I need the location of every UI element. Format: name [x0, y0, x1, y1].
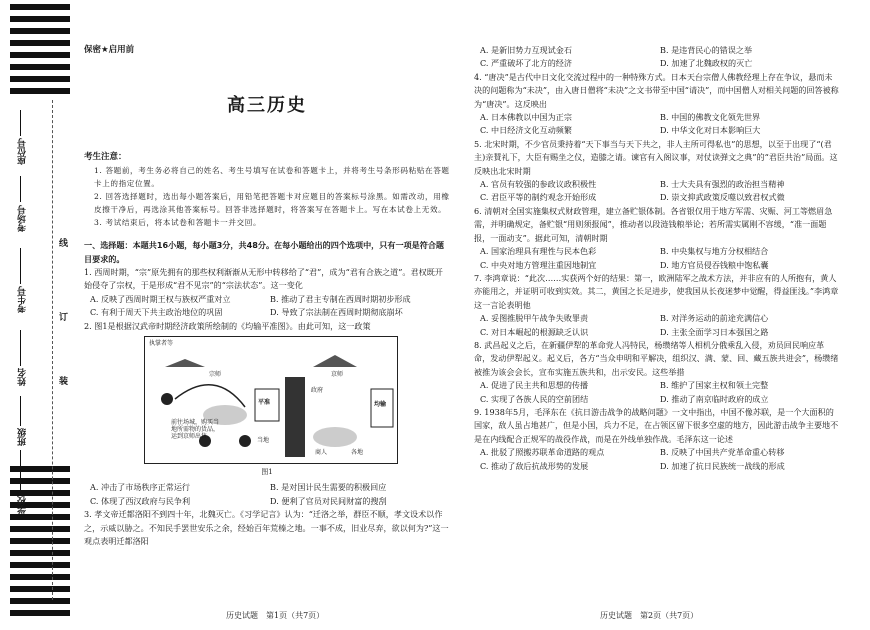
question-stem: 5. 北宋时期，不少官员秉持着“天下事当与天下共之，非人主所可得私也”的思想，以至于出现了“(君主)亲賛礼下，大臣有赐坐之仪，造膝之请。谏官有入阁议事，对仗读弹文之典”的“君臣共治”局面。这反映出北宋时期 [474, 138, 838, 176]
option-b: B. 是违背民心的错误之举 [660, 45, 753, 55]
secret-mark: 保密★启用前 [84, 45, 135, 55]
option-b: B. 是对国计民生需要的积极回应 [270, 482, 387, 493]
fill-line [20, 176, 21, 202]
option-b: B. 反映了中国共产党革命重心转移 [660, 447, 785, 458]
flow-arrow [175, 385, 245, 407]
option-d: D. 崇文抑武政策反噬以致君权式微 [660, 192, 785, 203]
question-3 [84, 508, 450, 548]
figure-label: 各地 [351, 449, 364, 457]
option-a: A. 是新旧势力互现试金石 [480, 45, 572, 55]
page-footer-left: 历史试题 第1页（共7页） [226, 611, 325, 620]
option-b: B. 推动了君主专制在西周时期初步形成 [270, 293, 411, 304]
binding-bar [10, 466, 70, 472]
option-c: C. 中日经济文化互动频繁 [480, 125, 572, 136]
option-c: C. 体现了西汉政府与民争利 [90, 495, 191, 506]
grain-pile-icon [313, 427, 357, 447]
binding-bar [10, 550, 70, 556]
question-3-options [474, 44, 840, 71]
fill-line [20, 450, 21, 494]
binding-bar [10, 538, 70, 544]
binding-bar [10, 514, 70, 520]
house-icon [313, 355, 357, 367]
option-d: D. 主张全面学习日本强国之路 [660, 326, 769, 337]
option-a: A. 国家治理具有理性与民本色彩 [480, 246, 597, 257]
figure-label: 均输 [374, 401, 387, 409]
cut-word-pack: 装 [57, 376, 67, 385]
binding-bar [10, 610, 70, 616]
page-footer-right: 历史试题 第2页（共7页） [600, 611, 699, 620]
binding-bar [10, 478, 70, 484]
question-6 [474, 205, 840, 272]
option-a: A. 官员有较强的参政议政积极性 [480, 179, 597, 190]
cut-line [52, 100, 53, 600]
question-8 [474, 339, 840, 406]
binding-bar [10, 526, 70, 532]
question-stem: 7. 李鸿章说：“此次……实获两个好的结果：第一，欧洲陆军之战术方法，并非应有的人所抱有，黄人亦能用之，并证明可收到实效。其二，黄国之长足进步，使我国从长夜迷梦中觉醒，得益匪浅。”李鸿章这一言论表明他 [474, 272, 839, 310]
question-stem: 9. 1938年5月，毛泽东在《抗日游击战争的战略问题》一文中指出，中国不像苏联，是一个大面积的国家，敌人虽占地甚广，但是小国，兵力不足，在占领区留下很多空虚的地方，因此游击战争主要地不是在内线配合正规军的战役作战，而是在外线单独作战。毛泽东这一论述 [474, 406, 839, 444]
left-column [84, 40, 450, 549]
house-icon [165, 359, 205, 367]
candidate-number-label: 考生号 [18, 286, 28, 313]
figure-drawing [145, 337, 397, 463]
binding-bar [10, 40, 70, 46]
option-c: C. 中央对地方管理注重因地制宜 [480, 259, 597, 270]
option-d: D. 导致了宗法制在西周时期彻底崩坏 [270, 307, 403, 318]
option-d: D. 中华文化对日本影响巨大 [660, 125, 761, 136]
binding-bar [10, 28, 70, 34]
question-7 [474, 272, 840, 339]
pingzhun-pillar [285, 377, 305, 457]
question-9 [474, 406, 840, 473]
fill-line [20, 110, 21, 136]
binding-bar [10, 64, 70, 70]
junshu-box [371, 389, 393, 427]
figure-label: 执掌者等 [149, 340, 174, 348]
person-icon [161, 393, 173, 405]
binding-bar [10, 598, 70, 604]
binding-bar [10, 16, 70, 22]
binding-bar [10, 562, 70, 568]
option-d: D. 推动了南京临时政府的成立 [660, 393, 769, 404]
binding-bar [10, 586, 70, 592]
notice-item: 2. 回答选择题时，选出每小题答案后，用铅笔把答题卡对应题目的答案标号涂黑。如需改动，用橡皮擦干净后，再选涂其他答案标号。回答非选择题时，将答案写在答题卡上。写在本试卷上无效。 [94, 192, 450, 215]
option-a: A. 反映了西周时期王权与族权严重对立 [90, 293, 231, 304]
name-label: 姓名 [18, 368, 28, 386]
option-b: B. 对洋务运动的前途充满信心 [660, 313, 769, 324]
question-1 [84, 266, 450, 320]
option-b: B. 维护了国家主权和领土完整 [660, 380, 769, 391]
figure-caption: 图1 [261, 468, 273, 477]
option-c: C. 对日本崛起的根源缺乏认识 [480, 326, 589, 337]
option-d: D. 便利了官员对民间财富的搜刮 [270, 495, 387, 506]
question-stem: 6. 清朝对全国实施集权式财政管理，建立备贮银体制。各省银仅用于地方军需、灾赈、河工等燃眉急需，并明确规定，备贮银“用则须报闻”，推动者以段涟钱粮举论；若所需实属刚不容缓，“准一面题报，一面动支”。据此可知，清朝时期 [474, 205, 833, 243]
question-stem: 2. 图1是根据汉武帝时期经济政策所绘制的《均输平准图》。由此可知，这一政策 [84, 320, 371, 331]
binding-bar [10, 52, 70, 58]
question-2 [84, 320, 450, 509]
option-c: C. 有利于周天下共主政治地位的巩固 [90, 307, 223, 318]
option-d: D. 加速了北魏政权的灭亡 [660, 58, 753, 69]
section-heading: 一、选择题：本题共16小题，每小题3分，共48分。在每小题给出的四个选项中，只有一项是符合题目要求的。 [84, 240, 445, 264]
exam-room-label: 考场号 [18, 205, 28, 232]
figure-label: 当地 [257, 437, 270, 445]
option-b: B. 中国的佛教文化领先世界 [660, 112, 761, 123]
class-label: 班级 [18, 428, 28, 446]
right-column [474, 44, 840, 473]
option-a: A. 日本佛教以中国为正宗 [480, 112, 572, 123]
option-c: C. 实现了各族人民的空前团结 [480, 393, 589, 404]
option-a: A. 冲击了市场秩序正常运行 [90, 482, 191, 493]
option-a: A. 妥图推脱甲午战争失败罪责 [480, 313, 589, 324]
question-stem: 3. 孝文帝迁都洛阳不到四十年，北魏灭亡。《习学记言》认为：“迁洛之举，群臣不顺，孝文设术以作之，示威以胁之。不知民手罢世安乐之余，经始百年荒榛之地。一事不成，旧业尽弃，欲以何为?”这一观点表明迁都洛阳 [84, 509, 449, 547]
notice-item: 3. 考试结束后，将本试卷和答题卡一并交回。 [94, 218, 262, 228]
notice-heading: 考生注意： [84, 151, 127, 162]
option-c: C. 严重破坏了北方的经济 [480, 58, 572, 69]
question-stem: 1. 西周时期，“宗”原先拥有的那些权利渐渐从无形中转移给了“君”，成为“君有合族之道”。君权既开始侵夺了宗权，于是形成“君不见宗”的“宗法状态”。这一变化 [84, 267, 443, 291]
option-d: D. 加速了抗日民族统一战线的形成 [660, 460, 785, 471]
figure-label: 京师 [331, 371, 344, 379]
figure-label: 政府 [311, 387, 324, 395]
option-c: C. 君臣平等的制约观念开始形成 [480, 192, 597, 203]
figure-label: 宗师 [209, 371, 222, 379]
option-d: D. 地方官员侵吞钱粮中饱私囊 [660, 259, 769, 270]
question-5 [474, 138, 840, 205]
seat-number-label: 座位号 [18, 138, 28, 165]
question-stem: 8. 武昌起义之后，在新疆伊犁的革命党人冯特民，杨缵绪等人相机分俄乘乱入侵，劝员回民响应革命，发动伊犁起义。起义后，各方“当众申明和平解决，组织汉、满、蒙、回、藏五族共进会”，杨缵绪被推为该会会长，宣布实施五族共和，出示安民。这些举措 [474, 339, 839, 377]
notice-item: 1. 答题前，考生务必将自己的姓名、考生号填写在试卷和答题卡上，并将考生号条形码粘贴在答题卡上的指定位置。 [94, 166, 450, 189]
page-title: 高三历史 [227, 95, 307, 117]
person-icon [239, 435, 251, 447]
figure-label: 商人 [315, 449, 328, 457]
figure-1 [144, 336, 398, 464]
question-stem: 4. “唐决”是古代中日文化交流过程中的一种特殊方式。日本天台宗僧人佛教经理上存在争议，悬而未决的问题称为“未决”，由入唐日僧将“未决”之文书带至中国“请决”，而中国僧人对相关问题的回答被称为“唐决”。这反映出 [474, 71, 839, 109]
binding-bar [10, 4, 70, 10]
question-4 [474, 71, 840, 138]
binding-bar [10, 88, 70, 94]
option-b: B. 士大夫具有强烈的政治担当精神 [660, 179, 785, 190]
option-a: A. 批驳了照搬苏联革命道路的观点 [480, 447, 605, 458]
fill-line [20, 396, 21, 426]
binding-bar [10, 76, 70, 82]
option-b: B. 中央集权与地方分权相结合 [660, 246, 769, 257]
school-label: 学校 [18, 496, 28, 514]
cut-word-line: 线 [57, 238, 67, 247]
option-c: C. 推动了敌后抗战形势的发展 [480, 460, 589, 471]
binding-strip [0, 0, 78, 630]
option-a: A. 促进了民主共和思想的传播 [480, 380, 589, 391]
figure-label: 平准 [258, 399, 271, 407]
binding-bar [10, 574, 70, 580]
fill-line [20, 330, 21, 366]
fill-line [20, 248, 21, 284]
figure-label: 前往场城，购买当地所需物的货品，运到京师出售， [171, 419, 220, 441]
cut-word-bind: 订 [57, 312, 67, 321]
